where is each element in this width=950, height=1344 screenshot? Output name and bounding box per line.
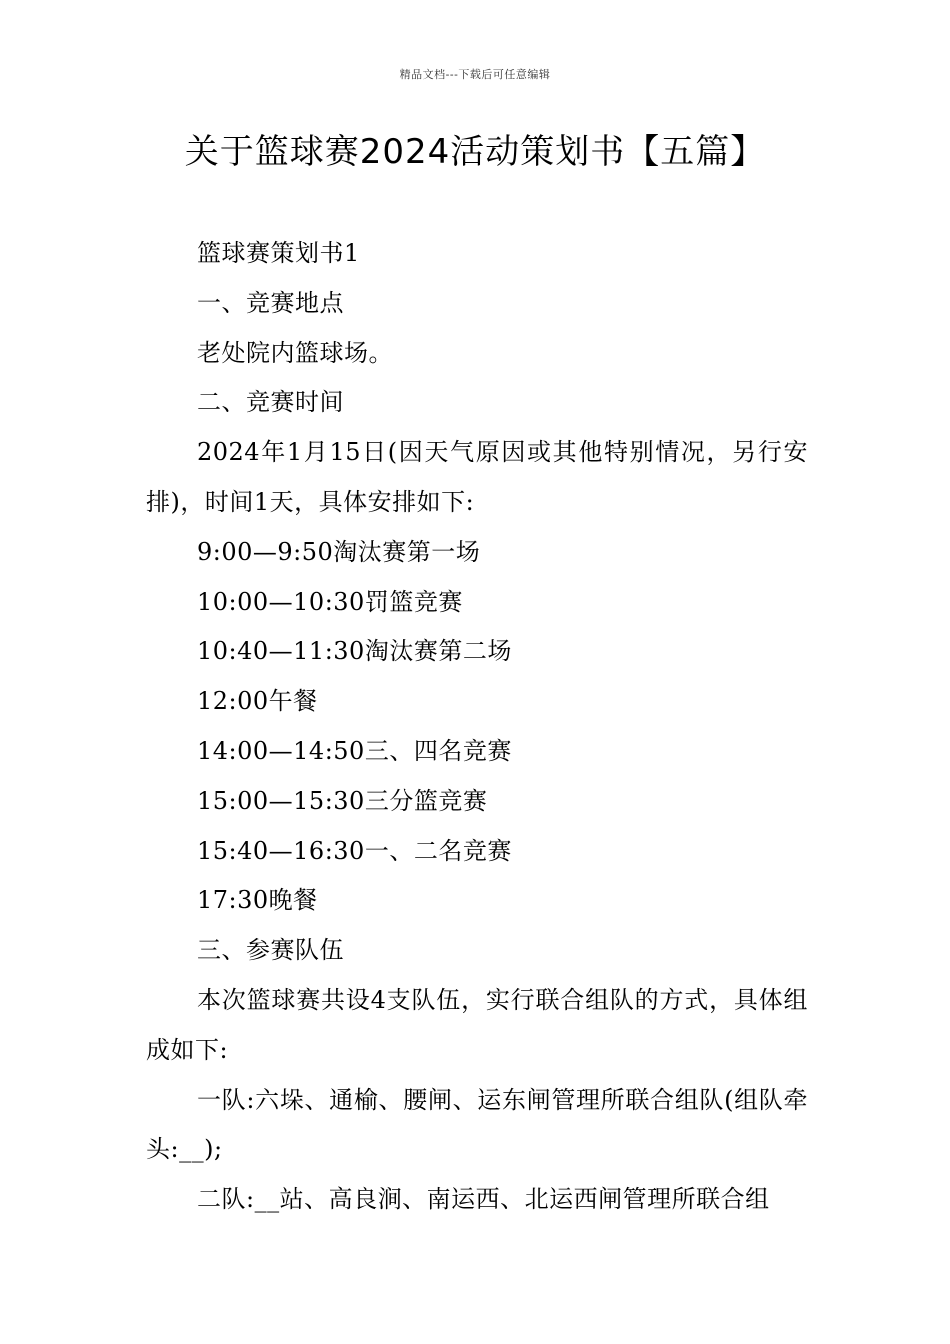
section-heading: 一、竞赛地点 xyxy=(197,288,344,317)
paragraph: 2024年1月15日(因天气原因或其他特别情况，另行安排)，时间1天，具体安排如下: xyxy=(146,438,808,516)
section-heading: 三、参赛队伍 xyxy=(197,936,344,965)
paragraph: 老处院内篮球场。 xyxy=(197,338,393,367)
team-item: 二队:__站、高良涧、南运西、北运西闸管理所联合组 xyxy=(197,1185,770,1214)
schedule-item: 10:40—11:30淘汰赛第二场 xyxy=(197,637,512,666)
section-heading: 二、竞赛时间 xyxy=(197,388,344,417)
schedule-item: 10:00—10:30罚篮竞赛 xyxy=(197,587,463,616)
schedule-item: 9:00—9:50淘汰赛第一场 xyxy=(197,537,481,566)
document-title: 关于篮球赛2024活动策划书【五篇】 xyxy=(184,132,766,172)
schedule-item: 15:40—16:30一、二名竞赛 xyxy=(197,836,512,865)
paragraph: 篮球赛策划书1 xyxy=(197,239,360,267)
team-item: 一队:六垛、通榆、腰闸、运东闸管理所联合组队(组队牵头:__); xyxy=(146,1085,808,1164)
schedule-item: 14:00—14:50三、四名竞赛 xyxy=(197,736,512,765)
schedule-item: 12:00午餐 xyxy=(197,687,318,716)
paragraph: 本次篮球赛共设4支队伍，实行联合组队的方式，具体组成如下: xyxy=(146,985,808,1064)
schedule-item: 15:00—15:30三分篮竞赛 xyxy=(197,786,488,815)
header-note: 精品文档---下载后可任意编辑 xyxy=(399,68,551,81)
schedule-item: 17:30晚餐 xyxy=(197,886,318,915)
document-body xyxy=(146,229,808,1225)
